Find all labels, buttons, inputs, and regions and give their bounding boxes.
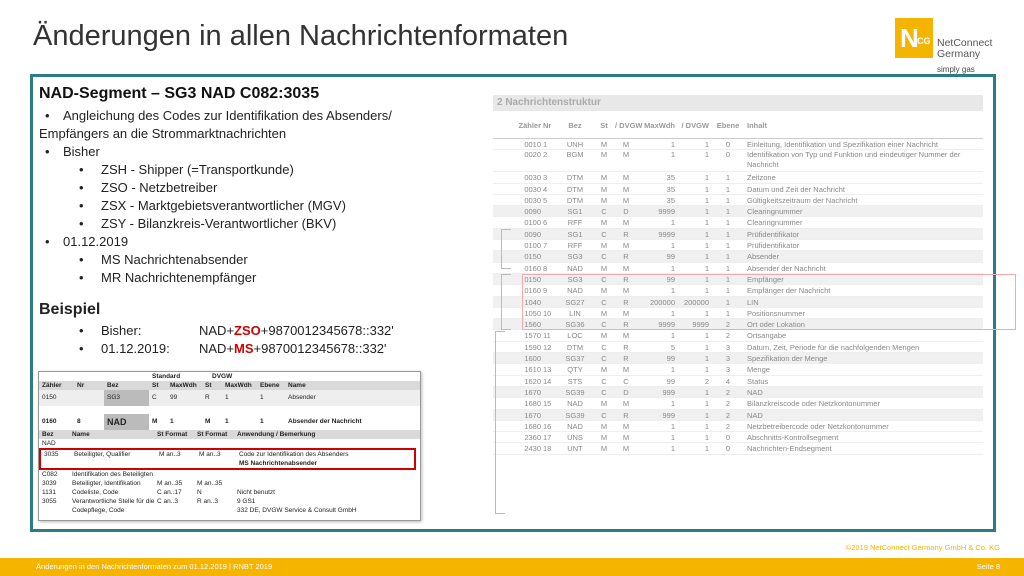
table-row: 0030 3 DTM M M 35 1 1 Zeitzone (493, 172, 983, 183)
table-row: 0160 9 NAD M M 1 1 1 Empfänger der Nachricht (493, 285, 983, 296)
copyright: ©2019 NetConnect Germany GmbH & Co. KG (845, 543, 1000, 552)
footer-left: Änderungen in den Nachrichtenformaten zum 01.12.2019 | RNBT 2019 (36, 562, 273, 571)
table-row: MS Nachrichtenabsender (239, 460, 318, 467)
table-row: 3035 Beteiligter, Qualifier M an..3 M an..3 Code zur Identifikation des Absenders (44, 451, 349, 458)
table-row: 3055 Verantwortliche Stelle für die C an..3 R an..3 9 GS1 (42, 498, 256, 505)
logo-mark: N CG (895, 18, 933, 58)
footer-bar (0, 558, 1024, 576)
table-row: 0020 2 BGM M M 1 1 0 Identifikation von Typ und Funktion und eindeutiger Nummer der Nachricht (493, 150, 983, 172)
slide-title: Änderungen in allen Nachrichtenformaten (33, 20, 569, 52)
table-row: 1131 Codeliste, Code C an..17 N Nicht benutzt (42, 489, 275, 496)
table-row: 0090 SG1 C D 9999 1 1 Clearingnummer (493, 206, 983, 217)
logo-tagline: simply gas (937, 65, 975, 74)
table-row: 1610 13 QTY M M 1 1 3 Menge (493, 364, 983, 375)
bullet-angleichung: • Angleichung des Codes zur Identifikation des Absenders/ (39, 107, 459, 125)
table-row: 1570 11 LOC M M 1 1 2 Ortsangabe (493, 330, 983, 341)
group-bracket (501, 274, 511, 330)
bullet-date: • 01.12.2019 (39, 233, 459, 251)
page-number: Seite 8 (976, 562, 1000, 571)
doc-sub-header: Bez Name St Format St Format Anwendung / Bemerkung (39, 430, 420, 439)
example-bisher: • Bisher: NAD+ZSO+9870012345678::332' (39, 322, 459, 340)
group-bracket (495, 331, 505, 514)
list-item: • ZSY - Bilanzkreis-Verantwortlicher (BKV) (39, 215, 459, 233)
list-item: • MS Nachrichtenabsender (39, 251, 459, 269)
highlight-absender-empfaenger (522, 274, 1016, 330)
table-row: 0160 8 NAD M 1 M 1 1 Absender der Nachricht (39, 414, 420, 430)
structure-title: 2 Nachrichtenstruktur (493, 95, 983, 111)
list-item: • ZSO - Netzbetreiber (39, 179, 459, 197)
table-row: 0100 7 RFF M M 1 1 1 Prüfidentifikator (493, 240, 983, 251)
table-row: 1560 SG36 C R 9999 9999 2 Ort oder Lokation (493, 319, 983, 330)
table-row: Codepflege, Code 332 DE, DVGW Service & Consult GmbH (72, 507, 357, 514)
table-row: 1600 SG37 C R 99 1 3 Spezifikation der Menge (493, 353, 983, 364)
left-text-panel (39, 85, 459, 358)
table-row: 0010 1 UNH M M 1 1 0 Einleitung, Identifikation und Spezifikation einer Nachricht (493, 139, 983, 150)
table-row: 0100 6 RFF M M 1 1 1 Clearingnummer (493, 217, 983, 228)
document-excerpt: Standard DVGW Zähler Nr Bez St MaxWdh St MaxWdh Ebene Name 0150 SG3 C 99 R 1 1 Absender 0160 8 NAD M 1 M 1 1 Absender der Nachricht Bez Name St Format St Format Anwendung / Bemerkung NAD 3035 Beteiligter, Qualifier M an..3 M an..3 Code zur Identifikation des Absenders MS Nachrichtenabsender C082 Identifikation des Beteiligten 3039 Beteiligter, Identifikation M an..35 M an..35 1131 Codeliste, Code C an..17 N Nicht benutzt 3055 Verantwortliche Stelle für die C an..3 R an..3 9 GS1 Codepflege, Code 332 DE, DVGW Service & Consult GmbH (38, 371, 421, 521)
table-row: 0150 SG3 C R 99 1 1 Empfänger (493, 274, 983, 285)
bullet-angleichung-cont: Empfängers an die Strommarktnachrichten (39, 126, 287, 141)
table-row: 0090 SG1 C R 9999 1 1 Prüfidentifikator (493, 229, 983, 240)
example-new: • 01.12.2019: NAD+MS+9870012345678::332' (39, 340, 459, 358)
beispiel-heading: Beispiel (39, 301, 101, 318)
table-row: 3039 Beteiligter, Identifikation M an..35 M an..35 (42, 480, 223, 487)
table-row: 1040 SG27 C R 200000 200000 1 LIN (493, 297, 983, 308)
table-row: 1590 12 DTM C R 5 1 3 Datum, Zeit, Periode für die nachfolgenden Mengen (493, 342, 983, 353)
list-item: • MR Nachrichtenempfänger (39, 269, 459, 287)
list-item: • ZSH - Shipper (=Transportkunde) (39, 161, 459, 179)
table-row: NAD (42, 440, 56, 447)
table-row: 0030 4 DTM M M 35 1 1 Datum und Zeit der Nachricht (493, 184, 983, 195)
table-row: 0030 5 DTM M M 35 1 1 Gültigkeitszeitraum der Nachricht (493, 195, 983, 206)
list-item: • ZSX - Marktgebietsverantwortlicher (MGV) (39, 197, 459, 215)
table-row: C082 Identifikation des Beteiligten (42, 471, 153, 478)
table-row: 1050 10 LIN M M 1 1 1 Positionsnummer (493, 308, 983, 319)
bullet-bisher: • Bisher (39, 143, 459, 161)
table-row: 2360 17 UNS M M 1 1 0 Abschnitts-Kontrollsegment (493, 432, 983, 443)
table-row: 1670 SG39 C D 999 1 2 NAD (493, 387, 983, 398)
netconnect-logo (895, 18, 1005, 78)
table-row: 2430 18 UNT M M 1 1 0 Nachrichten-Endsegment (493, 443, 983, 454)
table-row: 0150 SG3 C 99 R 1 1 Absender (39, 390, 420, 406)
table-row: 1620 14 STS C C 99 2 4 Status (493, 376, 983, 387)
doc-highlight-box (39, 448, 416, 470)
table-row: 1670 SG39 C R 999 1 2 NAD (493, 410, 983, 421)
table-row: 1680 16 NAD M M 1 1 2 Netzbetreibercode oder Netzkontonummer (493, 421, 983, 432)
content-frame (30, 74, 996, 532)
structure-header-row: Zähler Nr Bez St / DVGW MaxWdh / DVGW Ebene Inhalt (493, 121, 983, 139)
table-row: 0160 8 NAD M M 1 1 1 Absender der Nachricht (493, 263, 983, 274)
table-row: 0150 SG3 C R 99 1 1 Absender (493, 251, 983, 262)
group-bracket (501, 229, 511, 269)
table-row: 1680 15 NAD M M 1 1 2 Bilanzkreiscode oder Netzkontonummer (493, 398, 983, 409)
logo-name: NetConnect Germany (937, 37, 993, 60)
segment-heading: NAD-Segment – SG3 NAD C082:3035 (39, 85, 320, 102)
doc-header-row: Zähler Nr Bez St MaxWdh St MaxWdh Ebene Name (39, 381, 420, 390)
